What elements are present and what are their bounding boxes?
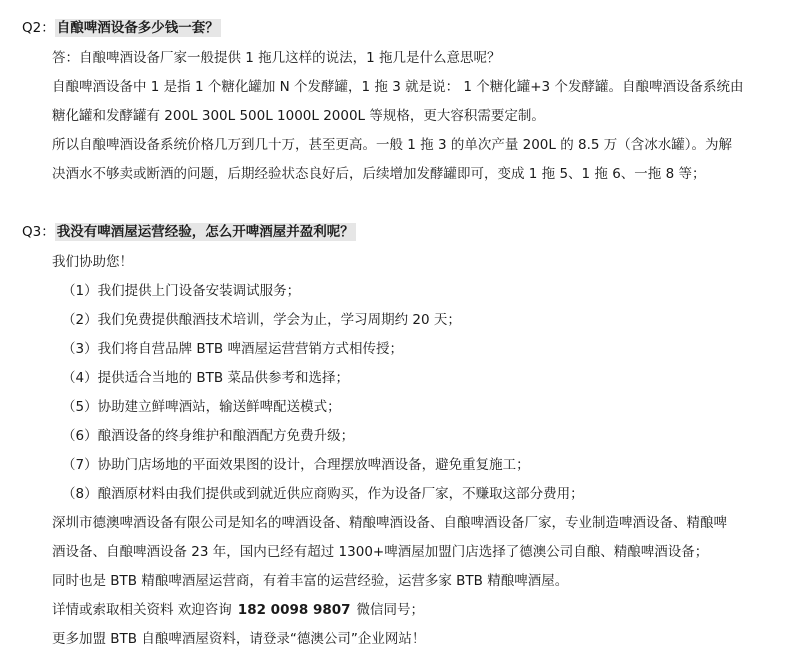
contact-line — [52, 600, 424, 620]
q3-item-6: （6）酿酒设备的终身维护和酿酒配方免费升级； — [62, 428, 355, 444]
q3-intro: 我们协助您！ — [52, 254, 133, 270]
q2-heading — [22, 18, 221, 38]
q2-answer-line-1: 答：自酿啤酒设备厂家一般提供 1 拖几这样的说法，1 拖几是什么意思呢？ — [52, 50, 501, 66]
q3-title: 我没有啤酒屋运营经验，怎么开啤酒屋并盈利呢？ — [56, 224, 354, 240]
q3-item-1: （1）我们提供上门设备安装调试服务； — [62, 283, 301, 299]
q3-item-2: （2）我们免费提供酿酒技术培训，学会为止，学习周期约 20 天； — [62, 312, 461, 328]
footer-note: 更多加盟 BTB 自酿啤酒屋资料，请登录“德澳公司”企业网站！ — [52, 631, 426, 647]
q3-label: Q3： — [22, 224, 55, 240]
q3-item-5: （5）协助建立鲜啤酒站，输送鲜啤配送模式； — [62, 399, 341, 415]
q2-answer-line-4: 所以自酿啤酒设备系统价格几万到几十万，甚至更高。一般 1 拖 3 的单次产量 200L 的 8.5 万（含冰水罐）。为解 — [52, 137, 733, 153]
q3-closing-line-2: 酒设备、自酿啤酒设备 23 年，国内已经有超过 1300+啤酒屋加盟门店选择了德澳公司自酿、精酿啤酒设备； — [52, 544, 709, 560]
q3-closing-line-1: 深圳市德澳啤酒设备有限公司是知名的啤酒设备、精酿啤酒设备、自酿啤酒设备厂家，专业制造啤酒设备、精酿啤 — [52, 515, 727, 531]
q2-answer-line-5: 决酒水不够卖或断酒的问题，后期经验状态良好后，后续增加发酵罐即可，变成 1 拖 5、1 拖 6、一拖 8 等； — [52, 166, 706, 182]
q3-heading — [22, 222, 356, 242]
q2-answer-line-2: 自酿啤酒设备中 1 是指 1 个糖化罐加 N 个发酵罐，1 拖 3 就是说： 1 个糖化罐+3 个发酵罐。自酿啤酒设备系统由 — [52, 79, 744, 95]
q3-item-4: （4）提供适合当地的 BTB 菜品供参考和选择； — [62, 370, 349, 386]
contact-suffix: 微信同号； — [356, 602, 425, 618]
q3-item-8: （8）酿酒原材料由我们提供或到就近供应商购买，作为设备厂家，不赚取这部分费用； — [62, 486, 584, 502]
q2-label: Q2： — [22, 20, 55, 36]
q2-title: 自酿啤酒设备多少钱一套？ — [56, 20, 219, 36]
phone-number: 182 0098 9807 — [237, 602, 351, 618]
q2-answer-line-3: 糖化罐和发酵罐有 200L 300L 500L 1000L 2000L 等规格，更大容积需要定制。 — [52, 108, 545, 124]
q3-closing-line-3: 同时也是 BTB 精酿啤酒屋运营商，有着丰富的运营经验，运营多家 BTB 精酿啤酒屋。 — [52, 573, 569, 589]
contact-prefix: 详情或索取相关资料 欢迎咨询 — [52, 602, 232, 618]
q3-item-7: （7）协助门店场地的平面效果图的设计，合理摆放啤酒设备，避免重复施工； — [62, 457, 530, 473]
q3-item-3: （3）我们将自营品牌 BTB 啤酒屋运营营销方式相传授； — [62, 341, 403, 357]
